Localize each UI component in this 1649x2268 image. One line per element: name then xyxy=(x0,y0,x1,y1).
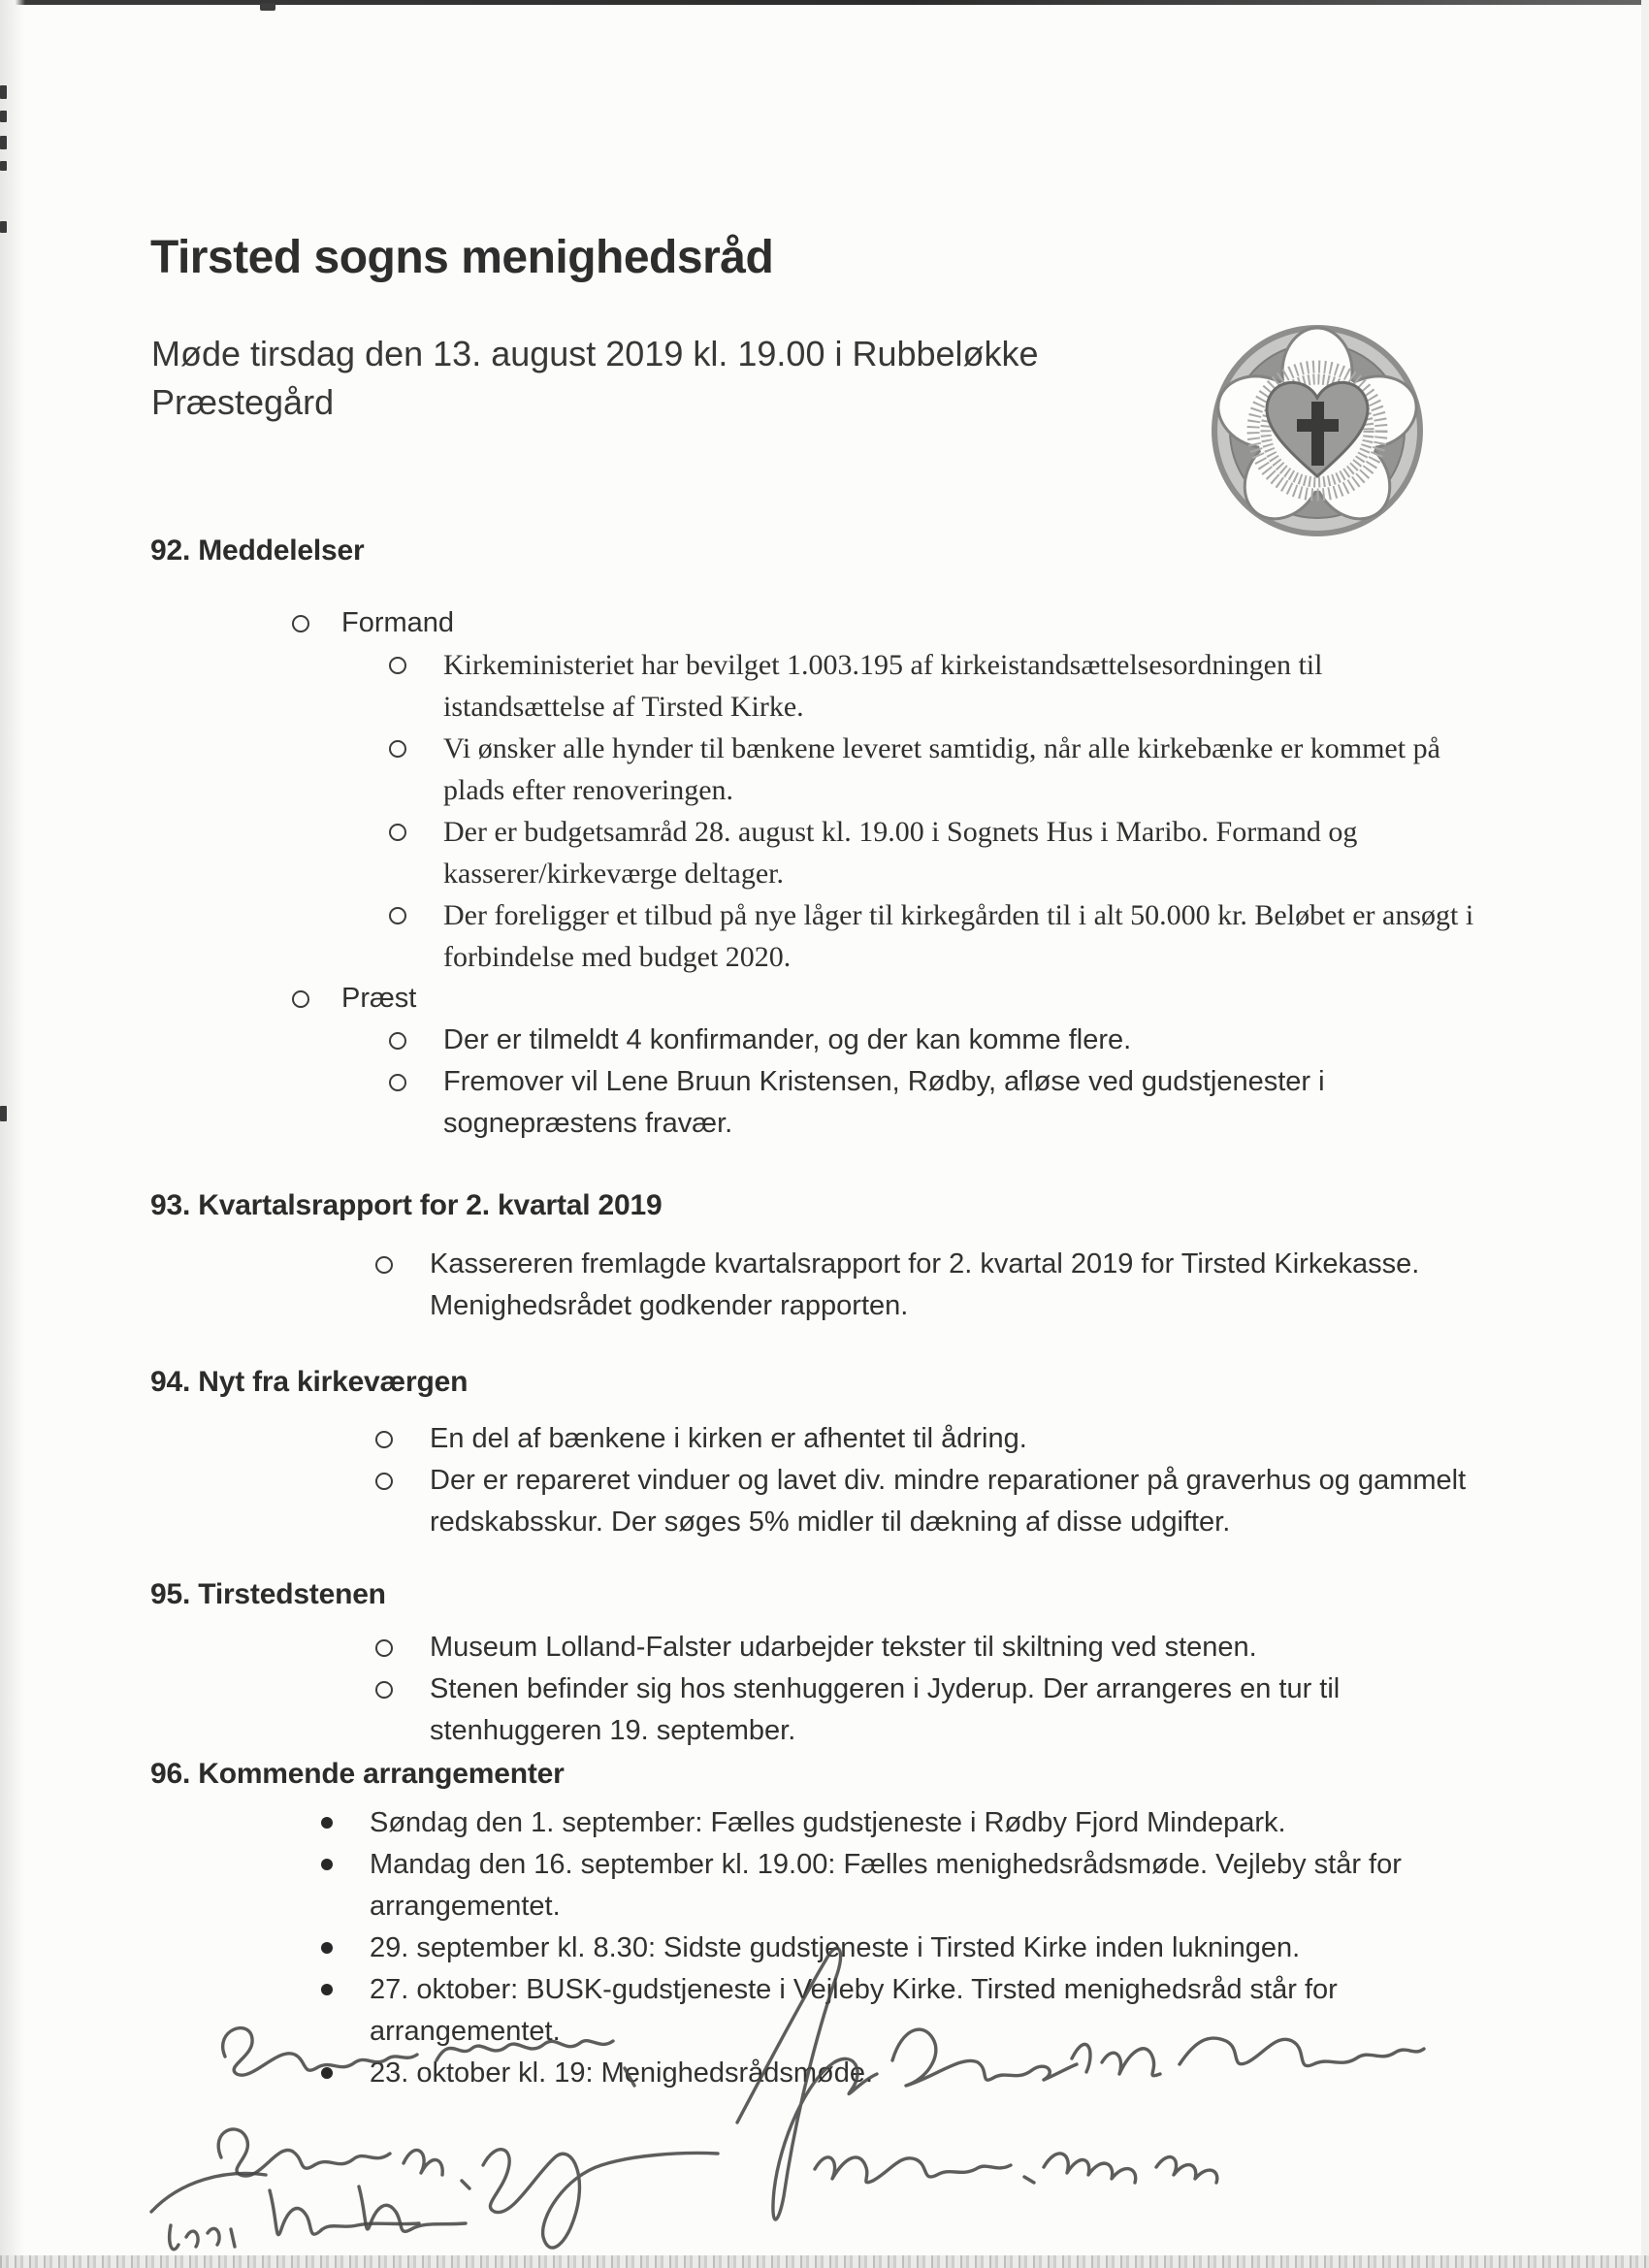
circle-bullet-icon xyxy=(389,740,406,758)
list-item-formand xyxy=(292,602,1537,644)
circle-bullet-icon xyxy=(375,1473,393,1490)
scan-artifact xyxy=(0,85,7,99)
circle-bullet-icon xyxy=(389,1032,406,1050)
list-item: Der er repareret vinduer og lavet div. mindre reparationer på graverhus og gammelt redskabsskur. Der søges 5% midler til dækning af disse udgifter. xyxy=(375,1460,1537,1543)
section-heading: 96. Kommende arrangementer xyxy=(150,1758,565,1790)
section-95 xyxy=(150,1578,1537,1752)
list-item: Der er tilmeldt 4 konfirmander, og der kan komme flere. xyxy=(389,1020,1537,1061)
circle-bullet-icon xyxy=(389,1074,406,1091)
list-item: Stenen befinder sig hos stenhuggeren i Jyderup. Der arrangeres en tur til stenhuggeren 19. september. xyxy=(375,1669,1537,1752)
scan-artifact xyxy=(260,3,275,11)
list-item: 23. oktober kl. 19: Menighedsrådsmøde. xyxy=(321,2053,1537,2094)
circle-bullet-icon xyxy=(375,1639,393,1657)
page-title: Tirsted sogns menighedsråd xyxy=(150,232,774,283)
circle-bullet-icon xyxy=(375,1431,393,1448)
section-94 xyxy=(150,1366,1537,1543)
list-item: Der er budgetsamråd 28. august kl. 19.00 i Sognets Hus i Maribo. Formand og kasserer/kirkeværge deltager. xyxy=(389,811,1537,894)
dot-bullet-icon xyxy=(321,1859,333,1870)
scan-artifact xyxy=(0,111,7,122)
list-item: Museum Lolland-Falster udarbejder tekster til skiltning ved stenen. xyxy=(375,1627,1537,1669)
list-item-praest xyxy=(292,978,1537,1020)
handwritten-signature-row-1 xyxy=(223,1948,1424,2219)
section-93 xyxy=(150,1189,1537,1327)
scan-artifact xyxy=(0,221,7,233)
scan-artifact xyxy=(0,1106,7,1121)
scan-edge-right xyxy=(1641,0,1649,2268)
section-list xyxy=(375,1627,1537,1752)
praest-sub-list xyxy=(389,1020,1537,1145)
circle-bullet-icon xyxy=(292,990,309,1008)
section-heading: 92. Meddelelser xyxy=(150,535,365,567)
scan-edge-left xyxy=(0,0,25,2268)
list-item: 29. september kl. 8.30: Sidste gudstjeneste i Tirsted Kirke inden lukningen. xyxy=(321,1928,1537,1969)
scan-edge-top xyxy=(0,0,1649,5)
handwritten-signatures xyxy=(116,1932,1533,2268)
circle-bullet-icon xyxy=(389,907,406,924)
circle-bullet-icon xyxy=(389,657,406,674)
list-item: Fremover vil Lene Bruun Kristensen, Rødby, afløse ved gudstjenester i sognepræstens fravær. xyxy=(389,1061,1537,1145)
document-body xyxy=(150,535,1537,2094)
list-item: Kirkeministeriet har bevilget 1.003.195 af kirkeistandsættelsesordningen til istandsættelse af Tirsted Kirke. xyxy=(389,644,1537,728)
handwritten-signature-row-3 xyxy=(151,2174,466,2250)
circle-bullet-icon xyxy=(292,615,309,632)
section-92 xyxy=(150,535,1537,1145)
section-heading: 94. Nyt fra kirkeværgen xyxy=(150,1366,469,1398)
list-item: En del af bænkene i kirken er afhentet til ådring. xyxy=(375,1418,1537,1460)
list-item: Der foreligger et tilbud på nye låger til kirkegården til i alt 50.000 kr. Beløbet er ansøgt i forbindelse med budget 2020. xyxy=(389,894,1537,978)
group-label-text: Præst xyxy=(341,983,417,1014)
formand-sub-list xyxy=(389,644,1537,978)
list-item: Søndag den 1. september: Fælles gudstjeneste i Rødby Fjord Mindepark. xyxy=(321,1802,1537,1844)
section-list xyxy=(375,1244,1537,1327)
scan-artifact xyxy=(0,161,7,171)
luther-rose-logo xyxy=(1209,316,1426,545)
list-item: Kassereren fremlagde kvartalsrapport for 2. kvartal 2019 for Tirsted Kirkekasse. Menighedsrådet godkender rapporten. xyxy=(375,1244,1537,1327)
list-item: 27. oktober: BUSK-gudstjeneste i Vejleby Kirke. Tirsted menighedsråd står for arrangementet. xyxy=(321,1969,1537,2053)
circle-bullet-icon xyxy=(375,1256,393,1274)
circle-bullet-icon xyxy=(389,824,406,841)
scan-artifact xyxy=(0,136,7,149)
section-heading: 95. Tirstedstenen xyxy=(150,1578,386,1610)
list-item: Mandag den 16. september kl. 19.00: Fælles menighedsrådsmøde. Vejleby står for arrangementet. xyxy=(321,1844,1537,1928)
dot-bullet-icon xyxy=(321,1817,333,1829)
list-item: Vi ønsker alle hynder til bænkene leveret samtidig, når alle kirkebænke er kommet på plads efter renoveringen. xyxy=(389,728,1537,811)
group-label-text: Formand xyxy=(341,607,455,638)
meeting-info: Møde tirsdag den 13. august 2019 kl. 19.00 i Rubbeløkke Præstegård xyxy=(151,334,1039,422)
circle-bullet-icon xyxy=(375,1681,393,1699)
section-list xyxy=(375,1418,1537,1543)
section-heading: 93. Kvartalsrapport for 2. kvartal 2019 xyxy=(150,1189,663,1221)
